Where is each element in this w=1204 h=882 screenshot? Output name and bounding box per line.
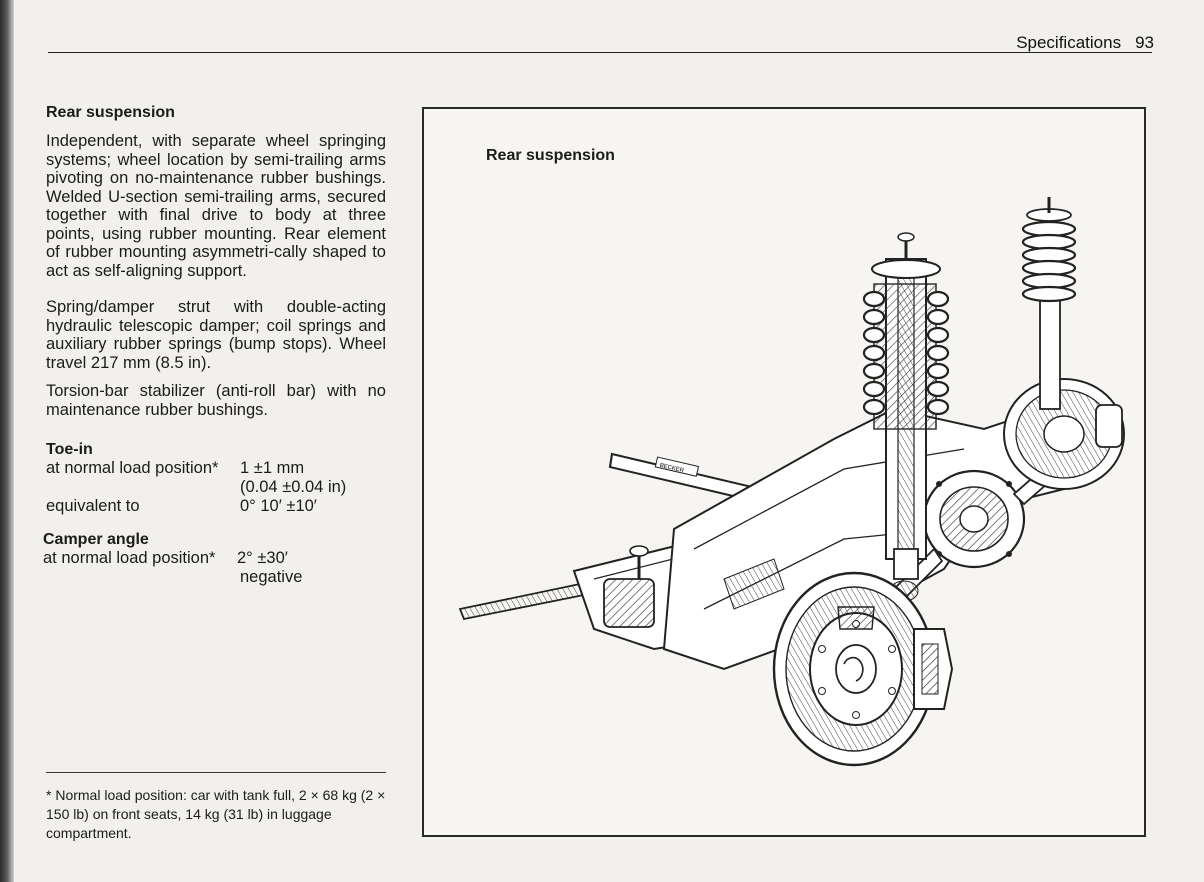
camber-heading: Camper angle: [43, 531, 149, 548]
rear-suspension-paragraph-3: Torsion-bar stabilizer (anti-roll bar) with no maintenance rubber bushings.: [46, 382, 386, 419]
left-brake-disc: [774, 573, 952, 765]
footnote: * Normal load position: car with tank full, 2 × 68 kg (2 × 150 lb) on front seats, 14 kg (31 lb) in luggage compartment.: [46, 787, 386, 841]
running-head: [1016, 33, 1154, 53]
toe-in-value-in: (0.04 ±0.04 in): [240, 478, 347, 496]
final-drive: [924, 471, 1024, 567]
camber-value-negative: negative: [240, 568, 303, 586]
rear-suspension-illustration: [424, 109, 1144, 835]
rear-suspension-heading: Rear suspension: [46, 104, 175, 121]
camber-value: 2° ±30′: [237, 549, 288, 567]
toe-in-value-angle: 0° 10′ ±10′: [240, 497, 317, 515]
toe-in-row: [46, 459, 386, 478]
text-column: [43, 103, 386, 587]
toe-in-equivalent-row: [46, 497, 386, 516]
page-number: 93: [1135, 33, 1154, 52]
camber-label: at normal load position*: [43, 549, 216, 567]
rear-suspension-paragraph-2: Spring/damper strut with double-acting hydraulic telescopic damper; coil springs and auxiliary rubber springs (bump stops). Wheel travel 217 mm (8.5 in).: [46, 298, 386, 372]
rear-suspension-paragraph-1: Independent, with separate wheel springing systems; wheel location by semi-trailing arms pivoting on no-maintenance rubber bushings. Welded U-section semi-trailing arms, secured together with final drive to body at three points, using rubber mounting. Rear element of rubber mounting asymmetri-cally shaped to act as self-aligning support.: [46, 132, 386, 280]
figure-frame: [422, 107, 1146, 837]
footnote-rule: [46, 772, 386, 773]
book-spine-shadow: [0, 0, 14, 882]
camber-row-2: [46, 568, 386, 587]
toe-in-value-mm: 1 ±1 mm: [240, 459, 305, 477]
right-spring-strut: [1023, 197, 1075, 409]
right-brake-disc: [1004, 379, 1124, 489]
running-head-title: Specifications: [1016, 33, 1122, 52]
toe-in-heading: Toe-in: [46, 441, 93, 458]
header-rule: [48, 52, 1152, 53]
toe-in-label: at normal load position*: [46, 459, 219, 477]
toe-in-row-inch: [46, 478, 386, 497]
toe-in-equivalent-label: equivalent to: [46, 497, 140, 515]
left-rubber-mount: [604, 579, 654, 627]
camber-row: [43, 549, 386, 568]
stabilizer-stamp: BECKER: [659, 462, 685, 475]
figure-caption: Rear suspension: [486, 147, 615, 164]
